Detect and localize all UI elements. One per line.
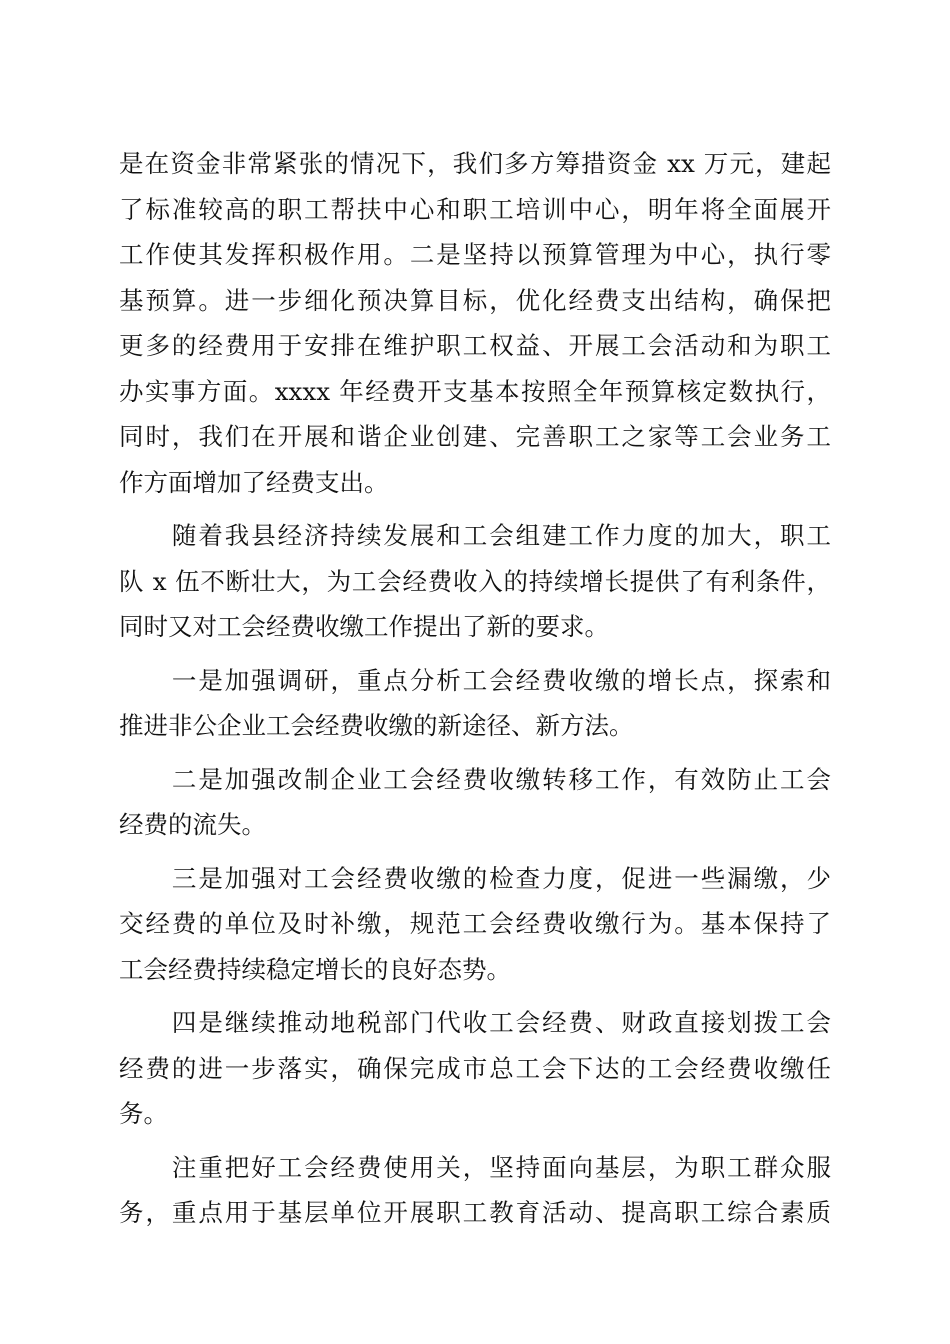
text-line: 四是继续推动地税部门代收工会经费、财政直接划拨工会 xyxy=(119,1008,831,1037)
text-line: 务，重点用于基层单位开展职工教育活动、提高职工综合素质 xyxy=(119,1198,831,1227)
body-text xyxy=(119,141,831,1236)
paragraph-point-two xyxy=(119,757,831,848)
text-line: 是在资金非常紧张的情况下，我们多方筹措资金 xx 万元，建起 xyxy=(119,149,831,178)
text-line: 二是加强改制企业工会经费收缴转移工作，有效防止工会 xyxy=(119,764,831,794)
paragraph-funding xyxy=(119,141,831,505)
text-line: 注重把好工会经费使用关，坚持面向基层，为职工群众服 xyxy=(119,1152,831,1182)
paragraph-point-four xyxy=(119,1000,831,1137)
paragraph-point-one xyxy=(119,658,831,749)
text-line: 基预算。进一步细化预决算目标，优化经费支出结构，确保把 xyxy=(119,285,831,315)
text-line: 推进非公企业工会经费收缴的新途径、新方法。 xyxy=(119,711,634,740)
text-line: 更多的经费用于安排在维护职工权益、开展工会活动和为职工 xyxy=(119,331,831,360)
paragraph-usage xyxy=(119,1145,831,1236)
text-line: 作方面增加了经费支出。 xyxy=(119,467,389,497)
text-line: 队 x 伍不断壮大，为工会经费收入的持续增长提供了有利条件， xyxy=(119,566,831,596)
text-line: 务。 xyxy=(119,1099,168,1128)
text-line: 一是加强调研，重点分析工会经费收缴的增长点，探索和 xyxy=(119,665,831,695)
text-line: 经费的流失。 xyxy=(119,810,266,839)
text-line: 工作使其发挥积极作用。二是坚持以预算管理为中心，执行零 xyxy=(119,240,831,269)
text-line: 经费的进一步落实，确保完成市总工会下达的工会经费收缴任 xyxy=(119,1053,831,1083)
text-line: 随着我县经济持续发展和工会组建工作力度的加大，职工 xyxy=(119,521,831,550)
text-line: 同时又对工会经费收缴工作提出了新的要求。 xyxy=(119,612,609,641)
paragraph-development xyxy=(119,513,831,650)
text-line: 同时，我们在开展和谐企业创建、完善职工之家等工会业务工 xyxy=(119,422,831,451)
text-line: 三是加强对工会经费收缴的检查力度，促进一些漏缴，少 xyxy=(119,863,831,893)
text-line: 了标准较高的职工帮扶中心和职工培训中心，明年将全面展开 xyxy=(119,194,831,224)
paragraph-point-three xyxy=(119,856,831,993)
text-line: 工会经费持续稳定增长的良好态势。 xyxy=(119,954,511,984)
text-line: 交经费的单位及时补缴，规范工会经费收缴行为。基本保持了 xyxy=(119,909,831,938)
text-line: 办实事方面。xxxx 年经费开支基本按照全年预算核定数执行， xyxy=(119,376,831,406)
